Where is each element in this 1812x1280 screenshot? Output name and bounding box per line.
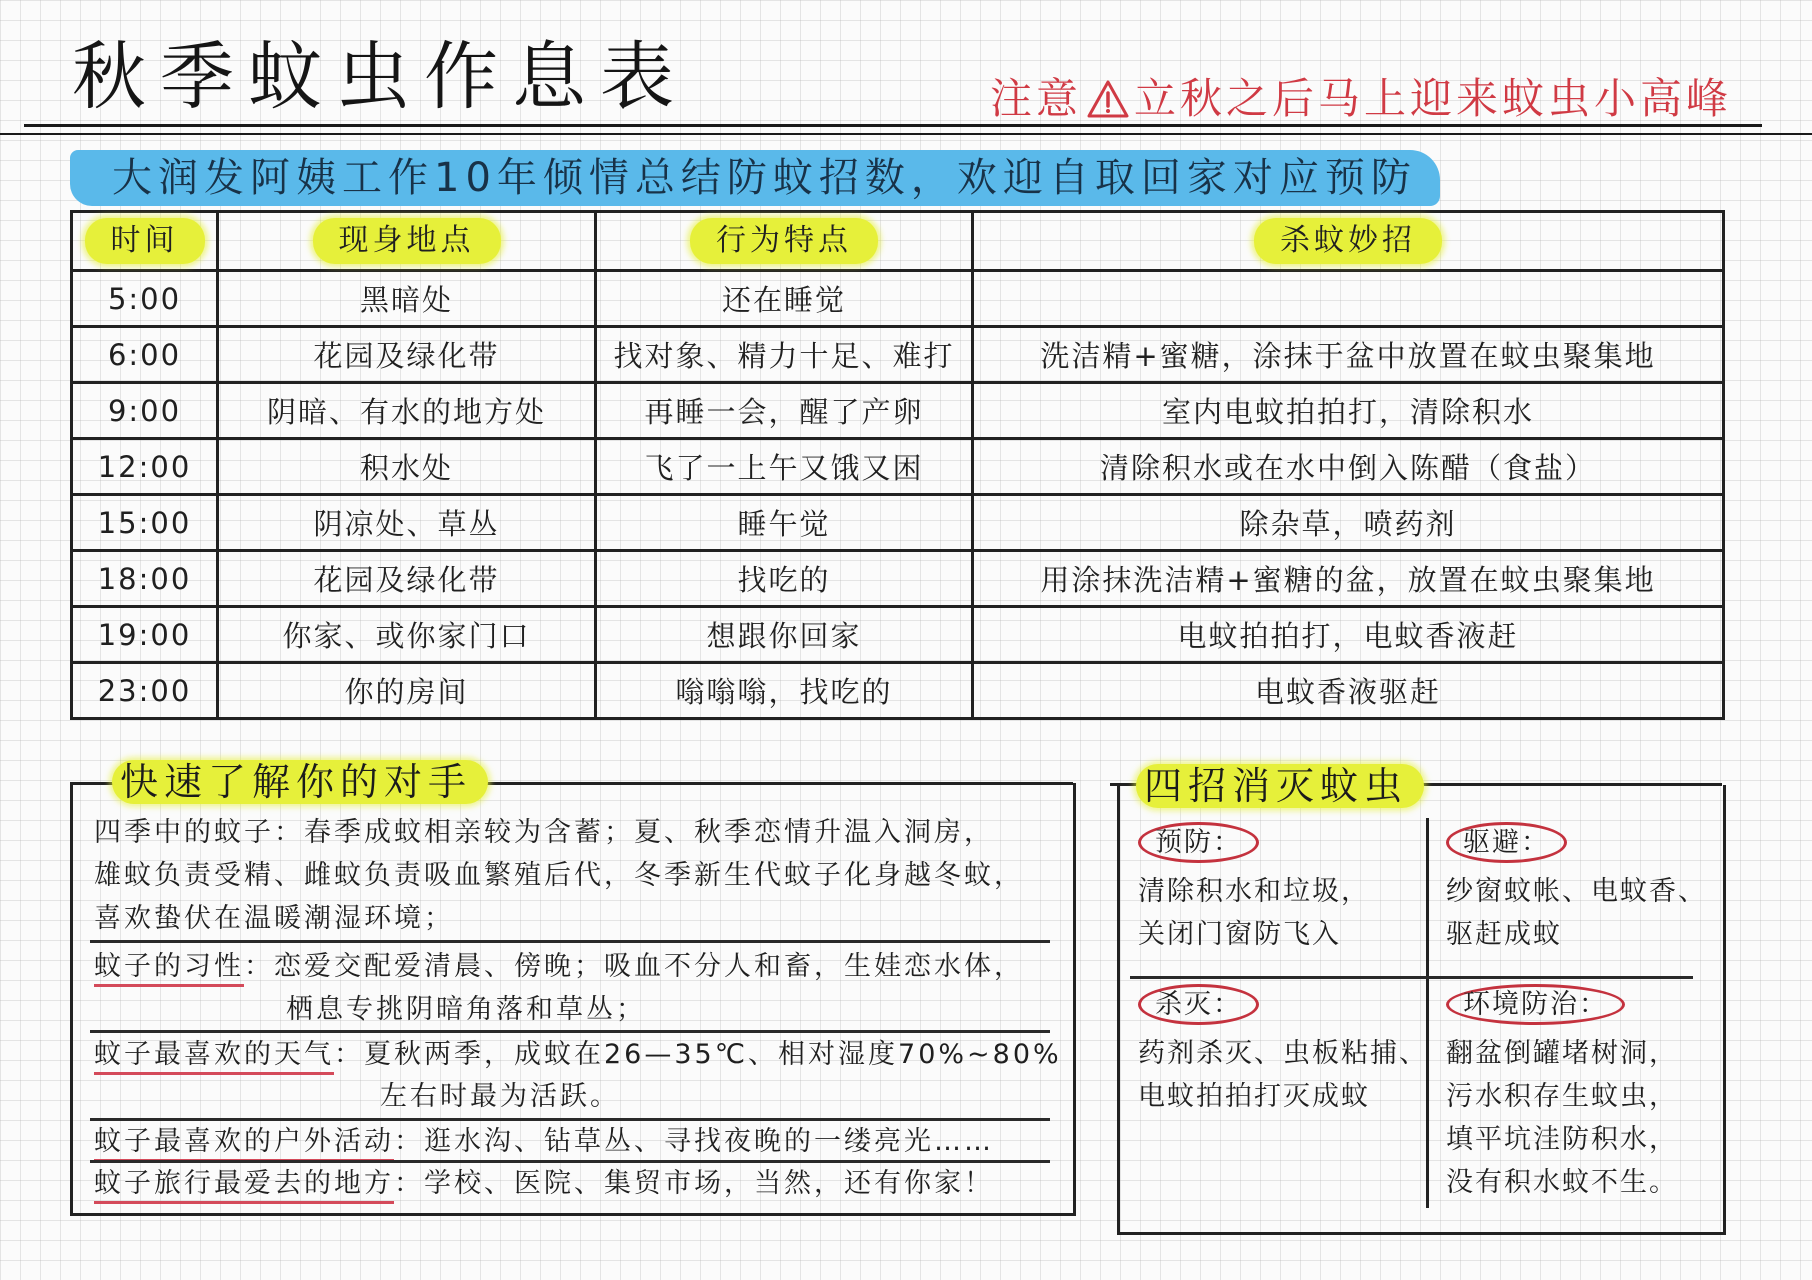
tip-cell: 洗洁精+蜜糖，涂抹于盆中放置在蚊虫聚集地 (973, 327, 1724, 383)
divider (90, 940, 1050, 943)
location-cell: 积水处 (218, 439, 596, 495)
location-cell: 阴凉处、草丛 (218, 495, 596, 551)
warning-prefix: 注意 (990, 74, 1083, 123)
header-location: 现身地点 (218, 212, 596, 271)
location-cell: 黑暗处 (218, 271, 596, 327)
tip-cell: 电蚊拍拍打，电蚊香液赶 (973, 607, 1724, 663)
table-row (72, 663, 1724, 719)
weather-label: 蚊子最喜欢的天气 (94, 1039, 334, 1075)
location-cell: 阴暗、有水的地方处 (218, 383, 596, 439)
tip-cell: 除杂草，喷药剂 (973, 495, 1724, 551)
table-header-row (72, 212, 1724, 271)
outdoor-text: ：逛水沟、钻草丛、寻找夜晚的一缕亮光…… (394, 1126, 994, 1157)
time-cell: 6:00 (72, 327, 218, 383)
header-rule-top (24, 124, 1762, 127)
time-cell: 9:00 (72, 383, 218, 439)
weather-item (94, 1033, 1062, 1076)
location-cell: 花园及绿化带 (218, 327, 596, 383)
quadrant-environment (1446, 988, 1678, 1204)
intro-line: 雄蚊负责受精、雌蚊负责吸血繁殖后代，冬季新生代蚊子化身越冬蚊， (94, 860, 1024, 891)
behavior-cell: 飞了一上午又饿又困 (596, 439, 973, 495)
kill-line: 电蚊拍拍打灭成蚊 (1138, 1081, 1370, 1112)
tips-horizontal-divider (1130, 976, 1693, 979)
repel-line: 驱赶成蚊 (1446, 919, 1562, 950)
table-row (72, 327, 1724, 383)
time-cell: 23:00 (72, 663, 218, 719)
time-cell: 15:00 (72, 495, 218, 551)
warning-note (990, 74, 1733, 123)
time-cell: 19:00 (72, 607, 218, 663)
behavior-cell: 想跟你回家 (596, 607, 973, 663)
environment-line: 污水积存生蚊虫， (1446, 1081, 1678, 1112)
environment-line: 填平坑洼防积水， (1446, 1124, 1678, 1155)
weather-text: ：夏秋两季，成蚊在26—35℃、相对湿度70%~80% (334, 1039, 1062, 1070)
four-tips-title: 四招消灭蚊虫 (1136, 764, 1424, 808)
environment-line: 没有积水蚊不生。 (1446, 1167, 1678, 1198)
location-cell: 你的房间 (218, 663, 596, 719)
prevent-line: 清除积水和垃圾， (1138, 876, 1370, 907)
location-cell: 你家、或你家门口 (218, 607, 596, 663)
prevent-label: 预防： (1138, 822, 1259, 863)
header-behavior: 行为特点 (596, 212, 973, 271)
time-cell: 5:00 (72, 271, 218, 327)
environment-label: 环境防治： (1446, 984, 1625, 1025)
banner-text: 大润发阿姨工作10年倾情总结防蚊招数，欢迎自取回家对应预防 (112, 155, 1417, 201)
prevent-lines (1138, 870, 1370, 956)
travel-item (94, 1162, 994, 1205)
page-title: 秋季蚊虫作息表 (72, 34, 688, 120)
repel-line: 纱窗蚊帐、电蚊香、 (1446, 876, 1707, 907)
header-time: 时间 (72, 212, 218, 271)
tip-cell: 室内电蚊拍拍打，清除积水 (973, 383, 1724, 439)
prevent-line: 关闭门窗防飞入 (1138, 919, 1341, 950)
travel-text: ：学校、医院、集贸市场，当然，还有你家！ (394, 1168, 994, 1199)
quadrant-prevent (1138, 826, 1370, 956)
header-rule-bottom (0, 133, 1812, 135)
location-cell: 花园及绿化带 (218, 551, 596, 607)
behavior-cell: 睡午觉 (596, 495, 973, 551)
warning-triangle-icon (1086, 79, 1130, 119)
intro-line: 四季中的蚊子：春季成蚊相亲较为含蓄；夏、秋季恋情升温入洞房， (94, 817, 994, 848)
kill-line: 药剂杀灭、虫板粘捕、 (1138, 1038, 1428, 1069)
outdoor-label: 蚊子最喜欢的户外活动 (94, 1126, 394, 1162)
behavior-cell: 找吃的 (596, 551, 973, 607)
kill-lines (1138, 1032, 1428, 1118)
tip-cell (973, 271, 1724, 327)
header-tip: 杀蚊妙招 (973, 212, 1724, 271)
table-row (72, 551, 1724, 607)
behavior-cell: 还在睡觉 (596, 271, 973, 327)
tip-cell: 用涂抹洗洁精+蜜糖的盆，放置在蚊虫聚集地 (973, 551, 1724, 607)
table-row (72, 607, 1724, 663)
kill-label: 杀灭： (1138, 984, 1259, 1025)
behavior-cell: 找对象、精力十足、难打 (596, 327, 973, 383)
table-row (72, 495, 1724, 551)
travel-label: 蚊子旅行最爱去的地方 (94, 1168, 394, 1204)
warning-text: 立秋之后马上迎来蚊虫小高峰 (1134, 74, 1733, 123)
quadrant-repel (1446, 826, 1707, 956)
behavior-cell: 再睡一会，醒了产卵 (596, 383, 973, 439)
mosquito-schedule-table (70, 210, 1725, 720)
environment-line: 翻盆倒罐堵树洞， (1446, 1038, 1678, 1069)
repel-label: 驱避： (1446, 822, 1567, 863)
table-row (72, 271, 1724, 327)
environment-lines (1446, 1032, 1678, 1204)
weather-text-cont: 左右时最为活跃。 (380, 1081, 620, 1112)
intro-line: 喜欢蛰伏在温暖潮湿环境； (94, 903, 454, 934)
table-row (72, 383, 1724, 439)
time-cell: 12:00 (72, 439, 218, 495)
habit-text: ：恋爱交配爱清晨、傍晚；吸血不分人和畜，生娃恋水体， (244, 951, 1024, 982)
behavior-cell: 嗡嗡嗡，找吃的 (596, 663, 973, 719)
quadrant-kill (1138, 988, 1428, 1118)
repel-lines (1446, 870, 1707, 956)
habit-text-cont: 栖息专挑阴暗角落和草丛； (286, 994, 646, 1025)
know-opponent-title: 快速了解你的对手 (112, 760, 488, 804)
habit-item (94, 945, 1024, 988)
intro-paragraph (94, 811, 1024, 940)
tip-cell: 电蚊香液驱赶 (973, 663, 1724, 719)
tip-cell: 清除积水或在水中倒入陈醋（食盐） (973, 439, 1724, 495)
outdoor-item (94, 1120, 994, 1163)
time-cell: 18:00 (72, 551, 218, 607)
table-row (72, 439, 1724, 495)
habit-label: 蚊子的习性 (94, 951, 244, 987)
